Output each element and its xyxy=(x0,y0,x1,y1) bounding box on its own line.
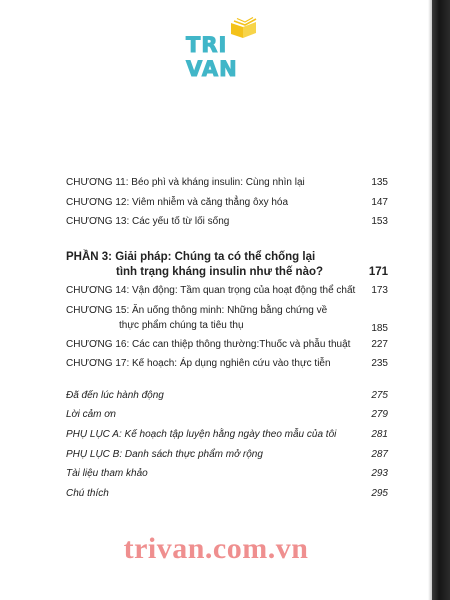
toc-entry-page: 173 xyxy=(371,285,388,296)
toc-entry-label: Tài liệu tham khảo xyxy=(66,468,148,479)
toc-entry-label: Đã đến lúc hành động xyxy=(66,390,164,401)
part-title-line1: PHẦN 3: Giải pháp: Chúng ta có thể chống lại xyxy=(66,251,316,263)
toc-entry-label: CHƯƠNG 16: Các can thiệp thông thường:Thuốc và phẫu thuật xyxy=(66,339,351,350)
part-title-line2: tình trạng kháng insulin như thế nào? xyxy=(116,266,324,278)
toc-entry-label: CHƯƠNG 13: Các yếu tố từ lối sống xyxy=(66,216,230,227)
toc-entry-label: CHƯƠNG 11: Béo phì và kháng insulin: Cùng nhìn lại xyxy=(66,177,305,188)
toc-entry-page: 147 xyxy=(371,197,388,208)
toc-entry-page: 227 xyxy=(371,339,388,350)
toc-entry-page: 235 xyxy=(371,358,388,369)
toc-entry-label: CHƯƠNG 12: Viêm nhiễm và căng thẳng ôxy hóa xyxy=(66,197,289,208)
toc-entry-label: CHƯƠNG 15: Ăn uống thông minh: Những bằng chứng về xyxy=(66,305,328,316)
toc-entry-page: 279 xyxy=(371,409,388,420)
toc-entry-label: Chú thích xyxy=(66,488,109,499)
toc-entry-page: 293 xyxy=(371,468,388,479)
toc-entry-page: 275 xyxy=(371,390,388,401)
toc-entry-label: CHƯƠNG 17: Kế hoạch: Áp dụng nghiên cứu vào thực tiễn xyxy=(66,358,331,369)
logo-text: TRI VAN xyxy=(186,33,238,81)
toc-entry-page: 153 xyxy=(371,216,388,227)
book-spine xyxy=(432,0,450,600)
toc-entry-label-cont: thực phẩm chúng ta tiêu thụ xyxy=(119,320,244,331)
toc-entry-page: 135 xyxy=(371,177,388,188)
toc-entry-label: CHƯƠNG 14: Vận động: Tầm quan trọng của hoạt động thể chất xyxy=(66,285,356,296)
toc-entry-page: 281 xyxy=(371,429,388,440)
toc-entry-label: PHỤ LỤC A: Kế hoạch tập luyện hằng ngày theo mẫu của tôi xyxy=(66,429,337,440)
toc-entry-label: Lời cảm ơn xyxy=(66,409,116,420)
toc-entry-page: 295 xyxy=(371,488,388,499)
toc-entry-page: 185 xyxy=(371,323,388,334)
toc-entry-page: 287 xyxy=(371,449,388,460)
watermark: trivan.com.vn xyxy=(123,532,309,565)
part-page: 171 xyxy=(368,266,388,278)
toc-entry-label: PHỤ LỤC B: Danh sách thực phẩm mở rộng xyxy=(66,449,263,460)
trivan-logo xyxy=(186,14,266,81)
